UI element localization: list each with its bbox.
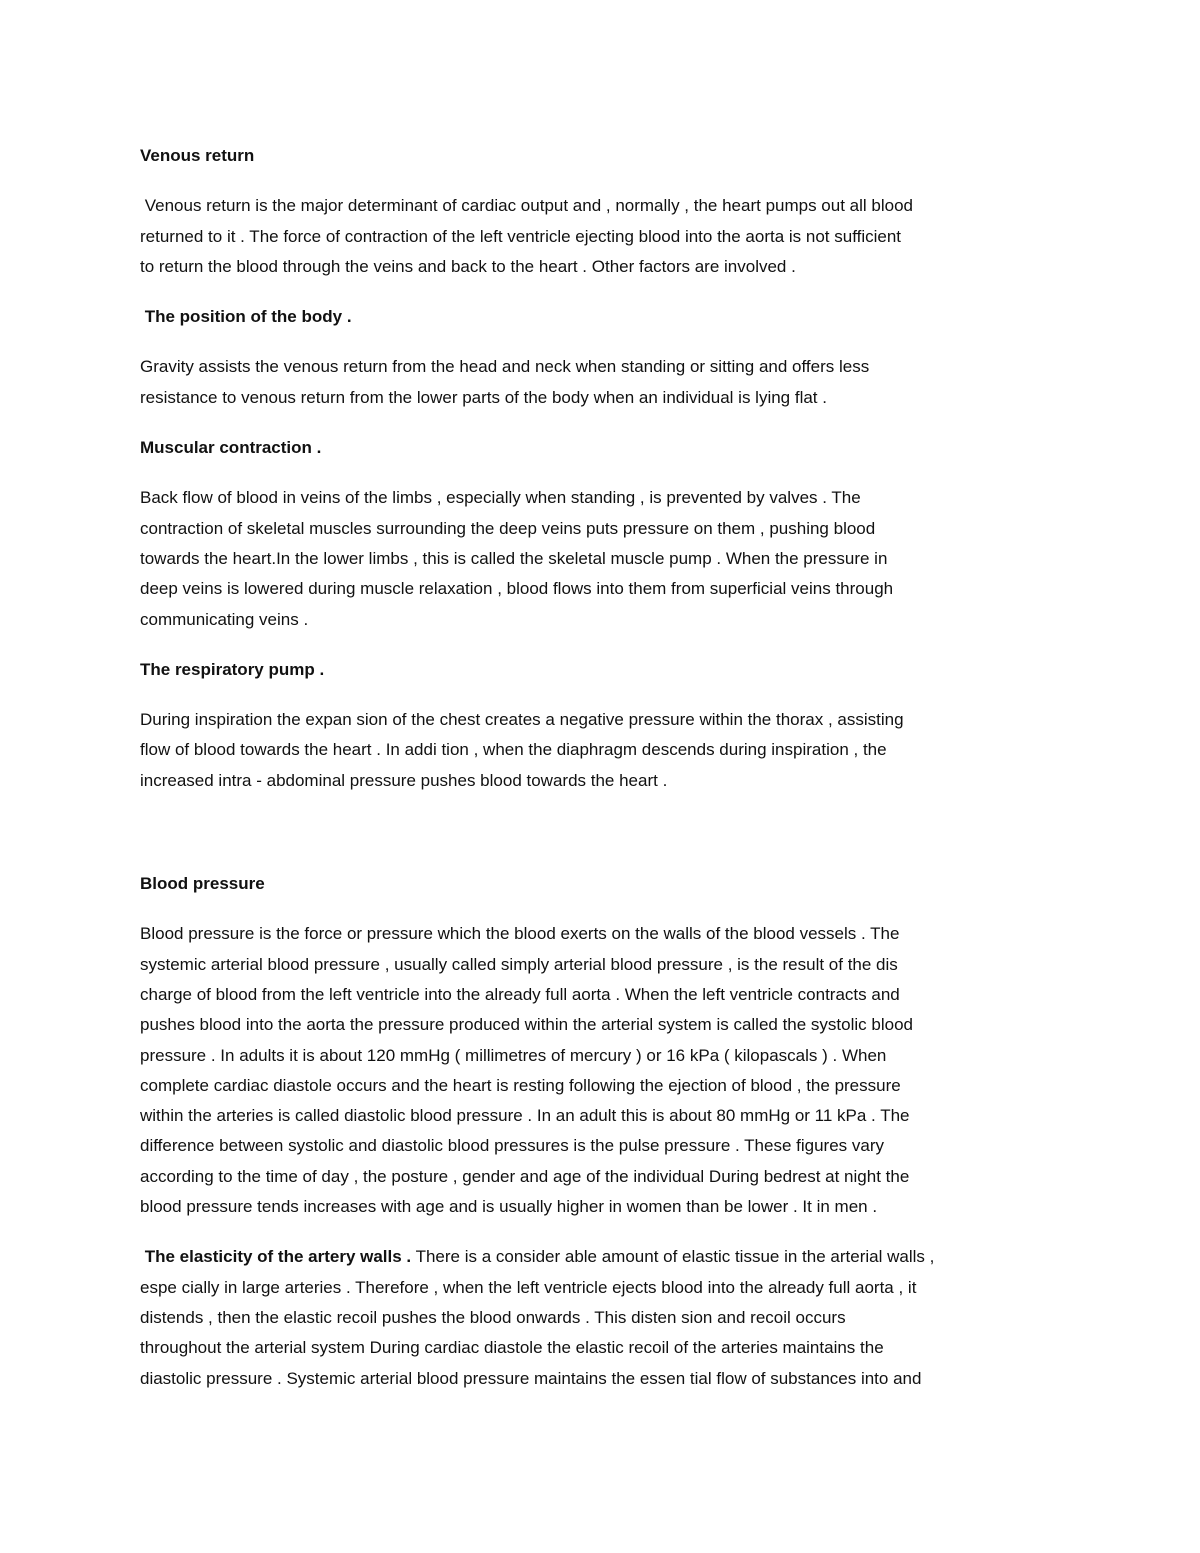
text-line [140,1242,1060,1272]
text-line: throughout the arterial system During cardiac diastole the elastic recoil of the arteries maintains the [140,1338,884,1358]
text-line: towards the heart.In the lower limbs , this is called the skeletal muscle pump . When the pressure in [140,548,888,568]
text-line: to return the blood through the veins and back to the heart . Other factors are involved . [140,256,796,276]
text-line: according to the time of day , the posture , gender and age of the individual During bedrest at night the [140,1166,910,1186]
inline-text: There is a consider able amount of elastic tissue in the arterial walls , [411,1247,935,1267]
text-line: contraction of skeletal muscles surrounding the deep veins puts pressure on them , pushing blood [140,518,876,538]
heading-position-of-body: The position of the body . [140,307,352,327]
text-line: Back flow of blood in veins of the limbs , especially when standing , is prevented by valves . The [140,488,861,508]
text-line: pressure . In adults it is about 120 mmHg ( millimetres of mercury ) or 16 kPa ( kilopascals ) . When [140,1045,887,1065]
text-line: charge of blood from the left ventricle into the already full aorta . When the left ventricle contracts and [140,984,900,1004]
inline-heading-elasticity: The elasticity of the artery walls . [140,1247,412,1267]
heading-venous-return: Venous return [140,146,255,165]
blank-spacer [140,816,1060,869]
text-line: pushes blood into the aorta the pressure produced within the arterial system is called the systolic blood [140,1015,913,1035]
paragraph-venous-return [140,191,1060,282]
paragraph-muscular-contraction [140,483,1060,634]
text-line: diastolic pressure . Systemic arterial blood pressure maintains the essen tial flow of substances into and [140,1368,922,1388]
text-line: complete cardiac diastole occurs and the heart is resting following the ejection of blood , the pressure [140,1075,901,1095]
text-line: Gravity assists the venous return from the head and neck when standing or sitting and offers less [140,357,870,377]
text-line: distends , then the elastic recoil pushes the blood onwards . This disten sion and recoil occurs [140,1307,846,1327]
paragraph-blood-pressure [140,919,1060,1222]
paragraph-respiratory-pump [140,705,1060,796]
document-page [140,141,1060,1414]
heading-respiratory-pump: The respiratory pump . [140,659,325,679]
text-line: within the arteries is called diastolic blood pressure . In an adult this is about 80 mmHg or 11 kPa . The [140,1106,910,1126]
text-line: difference between systolic and diastolic blood pressures is the pulse pressure . These figures vary [140,1136,884,1156]
text-line: communicating veins . [140,609,309,629]
paragraph-elasticity [140,1242,1060,1393]
text-line: returned to it . The force of contraction of the left ventricle ejecting blood into the aorta is not sufficient [140,226,902,246]
text-line: systemic arterial blood pressure , usually called simply arterial blood pressure , is the result of the dis [140,954,898,974]
heading-blood-pressure: Blood pressure [140,874,265,894]
text-line: Blood pressure is the force or pressure which the blood exerts on the walls of the blood vessels . The [140,924,900,944]
paragraph-position-of-body [140,352,1060,413]
text-line: flow of blood towards the heart . In addi tion , when the diaphragm descends during inspiration , the [140,740,887,760]
text-line: resistance to venous return from the lower parts of the body when an individual is lying flat . [140,387,827,407]
text-line: Venous return is the major determinant of cardiac output and , normally , the heart pumps out all blood [140,196,913,216]
heading-muscular-contraction: Muscular contraction . [140,438,322,458]
text-line: blood pressure tends increases with age and is usually higher in women than be lower . It in men . [140,1197,878,1217]
text-line: espe cially in large arteries . Therefore , when the left ventricle ejects blood into the already full aorta , it [140,1277,917,1297]
text-line: deep veins is lowered during muscle relaxation , blood flows into them from superficial veins through [140,579,894,599]
text-line: During inspiration the expan sion of the chest creates a negative pressure within the thorax , assisting [140,710,904,730]
text-line: increased intra - abdominal pressure pushes blood towards the heart . [140,770,668,790]
